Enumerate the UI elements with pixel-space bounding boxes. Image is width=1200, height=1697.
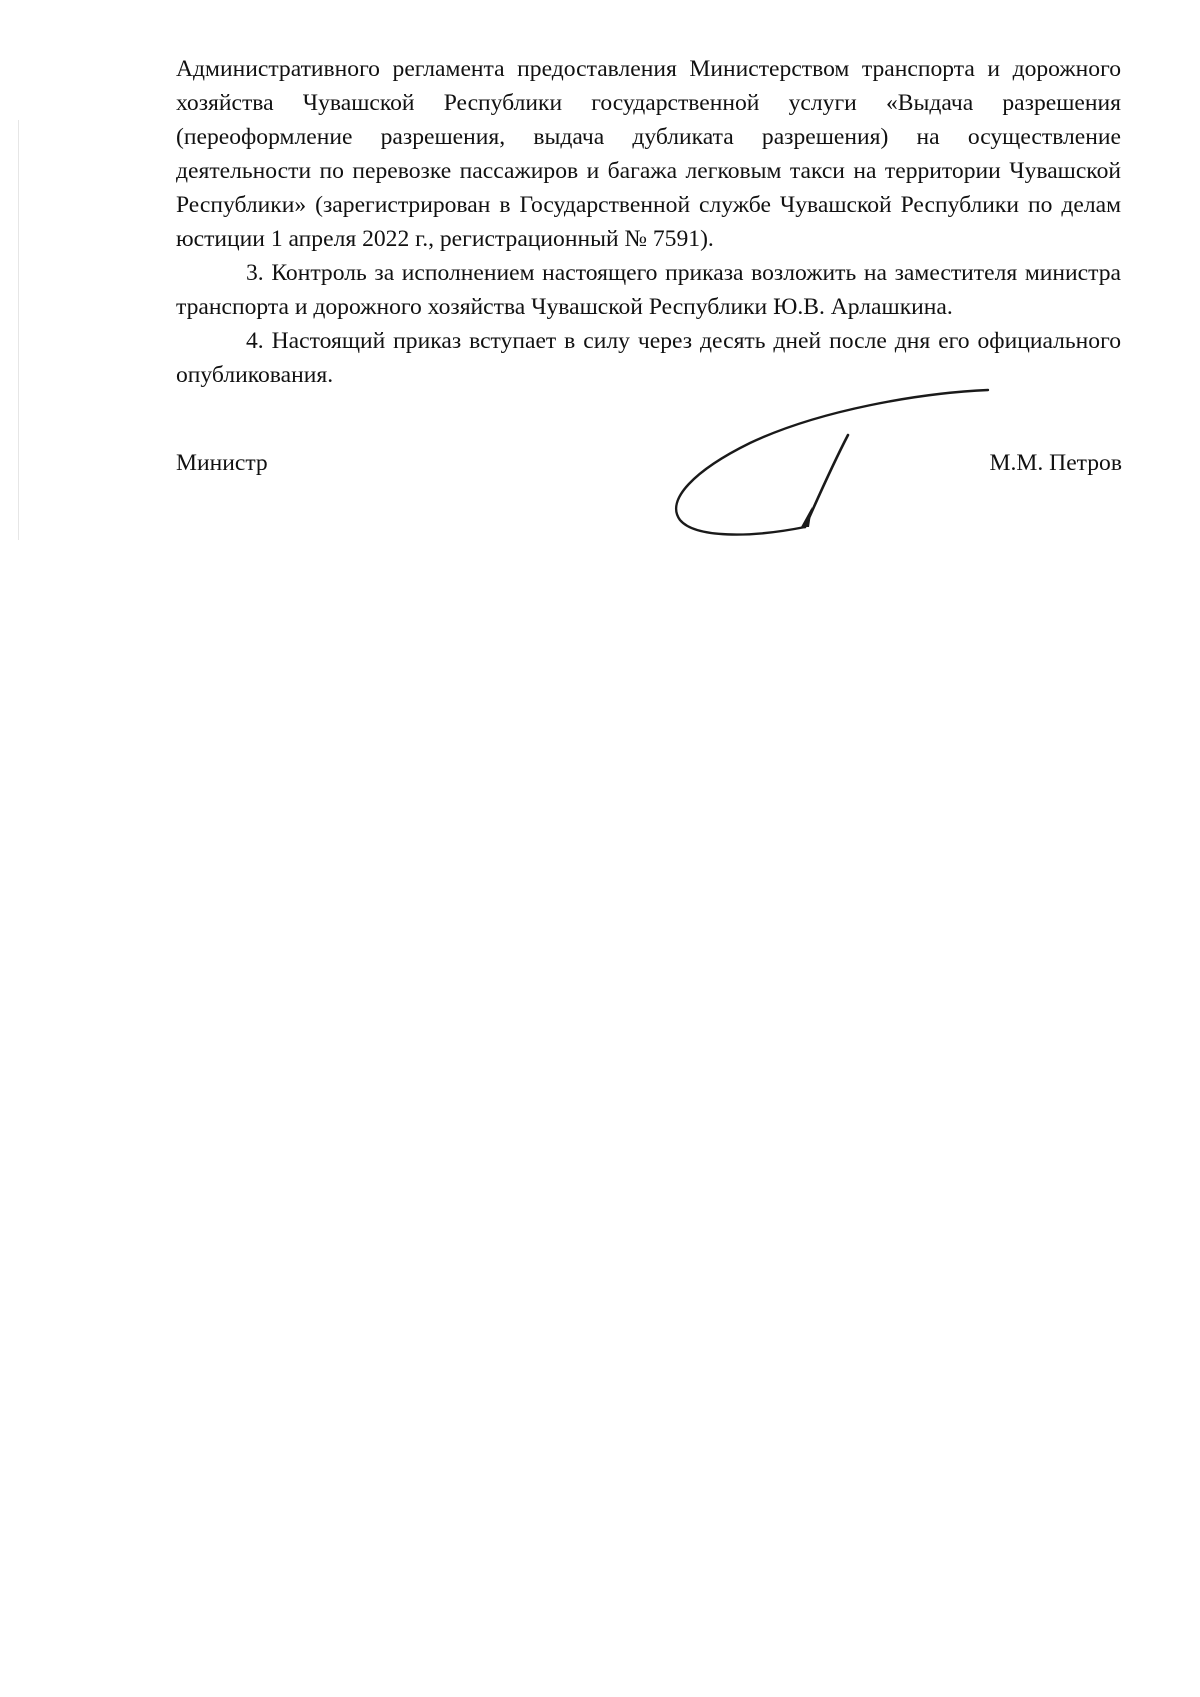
paragraph-control-clause: 3. Контроль за исполнением настоящего приказа возложить на заместителя министра транспорта и дорожного хозяйства Чувашской Республики Ю.В. Арлашкина. — [176, 260, 1121, 320]
signatory-position: Министр — [176, 450, 268, 476]
paragraph-regulation-reference: Административного регламента предоставления Министерством транспорта и дорожного хозяйства Чувашской Республики государственной услуги «Выдача разрешения (переоформление разрешения, выдача дубликата разрешения) на осуществление деятельности по перевозке пассажиров и багажа легковым такси на территории Чувашской Республики» (зарегистрирован в Государственной службе Чувашской Республики по делам юстиции 1 апреля 2022 г., регистрационный № 7591). — [176, 56, 1121, 252]
document-body — [176, 52, 1121, 392]
paragraph-effective-date-clause: 4. Настоящий приказ вступает в силу через десять дней после дня его официального опубликования. — [176, 328, 1121, 388]
handwritten-signature — [670, 375, 1000, 545]
signatory-name: М.М. Петров — [989, 450, 1122, 476]
scan-artifact — [18, 120, 19, 540]
